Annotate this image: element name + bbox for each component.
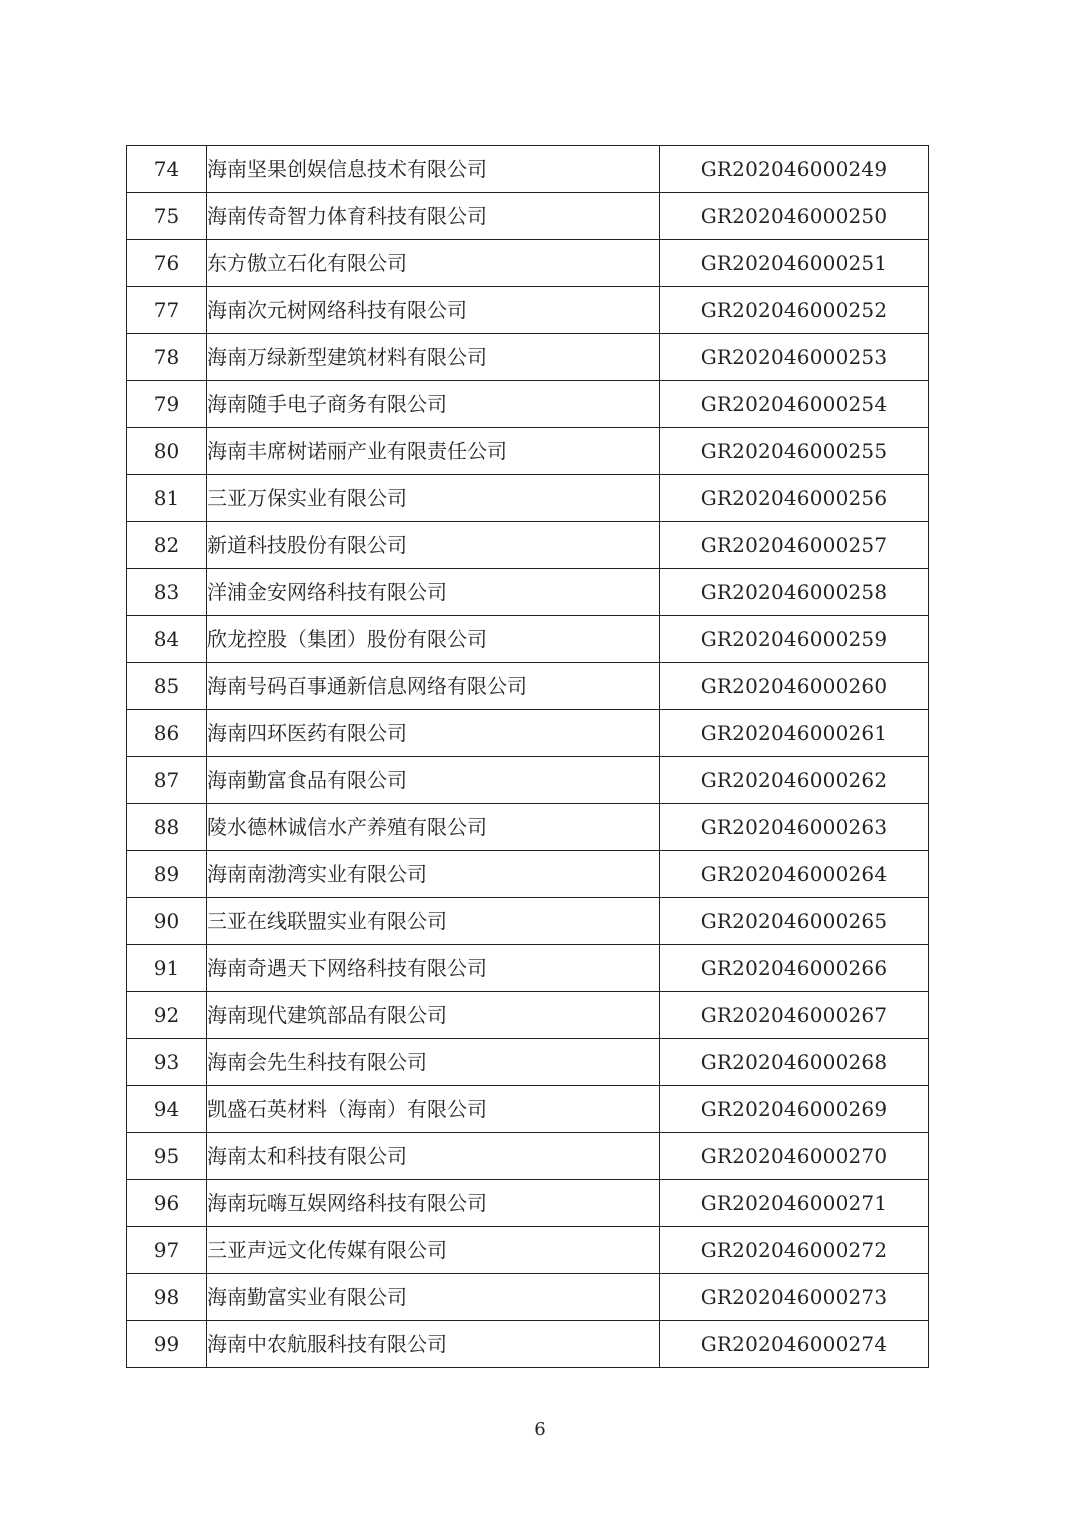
table-row: [127, 898, 929, 945]
table-row: [127, 992, 929, 1039]
certificate-code: GR202046000263: [660, 804, 929, 851]
certificate-code: GR202046000261: [660, 710, 929, 757]
row-number: 92: [127, 992, 207, 1039]
certificate-code: GR202046000269: [660, 1086, 929, 1133]
company-name: 欣龙控股（集团）股份有限公司: [207, 616, 660, 663]
enterprise-table-body: [127, 146, 929, 1368]
row-number: 98: [127, 1274, 207, 1321]
certificate-code: GR202046000271: [660, 1180, 929, 1227]
company-name: 海南奇遇天下网络科技有限公司: [207, 945, 660, 992]
company-name: 海南丰席树诺丽产业有限责任公司: [207, 428, 660, 475]
row-number: 75: [127, 193, 207, 240]
certificate-code: GR202046000251: [660, 240, 929, 287]
table-row: [127, 710, 929, 757]
row-number: 78: [127, 334, 207, 381]
company-name: 陵水德林诚信水产养殖有限公司: [207, 804, 660, 851]
table-row: [127, 1321, 929, 1368]
row-number: 79: [127, 381, 207, 428]
table-row: [127, 757, 929, 804]
row-number: 93: [127, 1039, 207, 1086]
company-name: 东方傲立石化有限公司: [207, 240, 660, 287]
company-name: 海南勤富食品有限公司: [207, 757, 660, 804]
certificate-code: GR202046000258: [660, 569, 929, 616]
company-name: 凯盛石英材料（海南）有限公司: [207, 1086, 660, 1133]
company-name: 海南坚果创娱信息技术有限公司: [207, 146, 660, 193]
table-row: [127, 945, 929, 992]
table-row: [127, 475, 929, 522]
certificate-code: GR202046000266: [660, 945, 929, 992]
certificate-code: GR202046000249: [660, 146, 929, 193]
company-name: 海南会先生科技有限公司: [207, 1039, 660, 1086]
row-number: 86: [127, 710, 207, 757]
table-row: [127, 1274, 929, 1321]
certificate-code: GR202046000265: [660, 898, 929, 945]
table-row: [127, 1039, 929, 1086]
certificate-code: GR202046000253: [660, 334, 929, 381]
table-row: [127, 287, 929, 334]
table-row: [127, 804, 929, 851]
company-name: 三亚在线联盟实业有限公司: [207, 898, 660, 945]
table-row: [127, 1133, 929, 1180]
company-name: 海南太和科技有限公司: [207, 1133, 660, 1180]
company-name: 海南四环医药有限公司: [207, 710, 660, 757]
company-name: 海南传奇智力体育科技有限公司: [207, 193, 660, 240]
certificate-code: GR202046000272: [660, 1227, 929, 1274]
row-number: 91: [127, 945, 207, 992]
company-name: 三亚声远文化传媒有限公司: [207, 1227, 660, 1274]
certificate-code: GR202046000274: [660, 1321, 929, 1368]
enterprise-table: [126, 145, 929, 1368]
certificate-code: GR202046000257: [660, 522, 929, 569]
row-number: 77: [127, 287, 207, 334]
certificate-code: GR202046000264: [660, 851, 929, 898]
company-name: 三亚万保实业有限公司: [207, 475, 660, 522]
company-name: 海南中农航服科技有限公司: [207, 1321, 660, 1368]
table-row: [127, 663, 929, 710]
page-number: 6: [534, 1419, 546, 1440]
table-row: [127, 616, 929, 663]
row-number: 81: [127, 475, 207, 522]
company-name: 海南号码百事通新信息网络有限公司: [207, 663, 660, 710]
row-number: 82: [127, 522, 207, 569]
company-name: 海南万绿新型建筑材料有限公司: [207, 334, 660, 381]
company-name: 新道科技股份有限公司: [207, 522, 660, 569]
certificate-code: GR202046000250: [660, 193, 929, 240]
row-number: 80: [127, 428, 207, 475]
table-row: [127, 334, 929, 381]
table-row: [127, 428, 929, 475]
certificate-code: GR202046000259: [660, 616, 929, 663]
row-number: 95: [127, 1133, 207, 1180]
table-row: [127, 146, 929, 193]
certificate-code: GR202046000254: [660, 381, 929, 428]
row-number: 97: [127, 1227, 207, 1274]
certificate-code: GR202046000267: [660, 992, 929, 1039]
row-number: 90: [127, 898, 207, 945]
row-number: 84: [127, 616, 207, 663]
certificate-code: GR202046000273: [660, 1274, 929, 1321]
certificate-code: GR202046000268: [660, 1039, 929, 1086]
row-number: 83: [127, 569, 207, 616]
company-name: 海南南渤湾实业有限公司: [207, 851, 660, 898]
company-name: 海南次元树网络科技有限公司: [207, 287, 660, 334]
row-number: 94: [127, 1086, 207, 1133]
row-number: 99: [127, 1321, 207, 1368]
row-number: 74: [127, 146, 207, 193]
table-row: [127, 569, 929, 616]
certificate-code: GR202046000255: [660, 428, 929, 475]
table-row: [127, 1227, 929, 1274]
table-row: [127, 240, 929, 287]
row-number: 85: [127, 663, 207, 710]
table-row: [127, 1180, 929, 1227]
row-number: 96: [127, 1180, 207, 1227]
certificate-code: GR202046000270: [660, 1133, 929, 1180]
row-number: 87: [127, 757, 207, 804]
certificate-code: GR202046000252: [660, 287, 929, 334]
company-name: 海南现代建筑部品有限公司: [207, 992, 660, 1039]
certificate-code: GR202046000262: [660, 757, 929, 804]
table-row: [127, 381, 929, 428]
company-name: 海南随手电子商务有限公司: [207, 381, 660, 428]
table-row: [127, 193, 929, 240]
row-number: 76: [127, 240, 207, 287]
table-row: [127, 522, 929, 569]
table-row: [127, 851, 929, 898]
row-number: 88: [127, 804, 207, 851]
certificate-code: GR202046000260: [660, 663, 929, 710]
company-name: 海南勤富实业有限公司: [207, 1274, 660, 1321]
company-name: 洋浦金安网络科技有限公司: [207, 569, 660, 616]
certificate-code: GR202046000256: [660, 475, 929, 522]
company-name: 海南玩嗨互娱网络科技有限公司: [207, 1180, 660, 1227]
table-row: [127, 1086, 929, 1133]
row-number: 89: [127, 851, 207, 898]
